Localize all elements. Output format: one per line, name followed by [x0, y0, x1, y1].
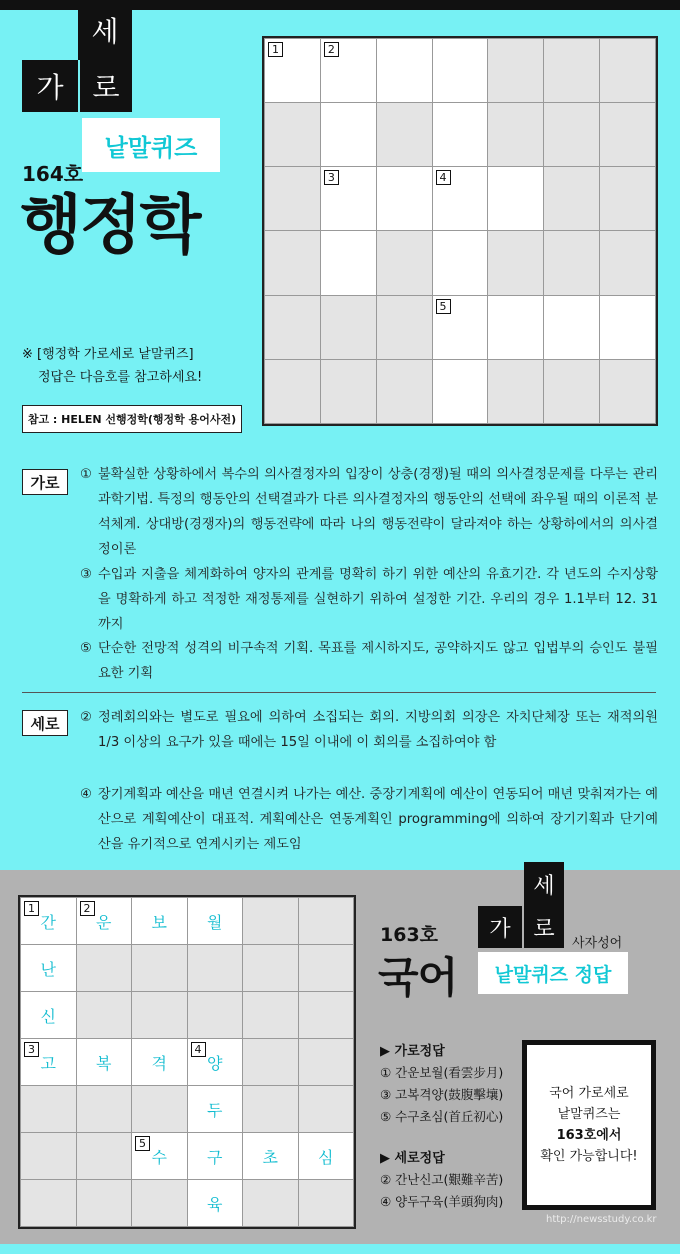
down-clue-4	[80, 782, 658, 857]
info-line-1: 국어 가로세로	[549, 1086, 629, 1101]
subject-title: 행정학	[20, 189, 200, 263]
across-answers-title: ▶ 가로정답	[380, 1044, 445, 1059]
grid-cell[interactable]	[600, 295, 656, 359]
answer-cell-blocked	[132, 1180, 188, 1227]
grid-cell[interactable]	[432, 359, 488, 423]
grid-cell-blocked	[320, 359, 376, 423]
cell-number: 4	[191, 1042, 206, 1057]
answer-cell	[187, 1039, 243, 1086]
answer-cell	[243, 1133, 299, 1180]
answer-char: 운	[96, 912, 112, 932]
answer-char: 심	[318, 1147, 334, 1167]
grid-cell[interactable]	[376, 39, 432, 103]
answer-logo-row-block-1: 가	[478, 906, 522, 948]
cell-number: 5	[436, 299, 451, 314]
grid-cell[interactable]	[320, 39, 376, 103]
answer-char: 복	[96, 1053, 112, 1073]
answer-cell-blocked	[76, 992, 132, 1039]
answer-cell-blocked	[243, 992, 299, 1039]
grid-cell[interactable]	[488, 167, 544, 231]
down-label: 세로	[22, 710, 68, 736]
answer-logo-col-block: 세	[524, 862, 564, 906]
down-answer-2: ② 간난신고(艱難辛苦)	[380, 1172, 504, 1187]
cell-number: 3	[324, 170, 339, 185]
grid-cell-blocked	[600, 39, 656, 103]
grid-cell-blocked	[488, 103, 544, 167]
answer-cell-blocked	[76, 945, 132, 992]
issue-number: 164호	[22, 162, 84, 186]
grid-cell[interactable]	[432, 103, 488, 167]
grid-cell[interactable]	[265, 39, 321, 103]
answer-cell-blocked	[298, 1086, 354, 1133]
cell-number: 1	[24, 901, 39, 916]
grid-cell-blocked	[544, 231, 600, 295]
down-clue-2	[80, 705, 658, 755]
clue-number: ③	[80, 567, 92, 582]
grid-cell[interactable]	[432, 295, 488, 359]
grid-cell-blocked	[376, 359, 432, 423]
answer-char: 간	[40, 912, 56, 932]
info-line-4: 확인 가능합니다!	[540, 1149, 638, 1164]
grid-cell[interactable]	[320, 167, 376, 231]
answer-cell	[132, 898, 188, 945]
answer-cell-blocked	[187, 992, 243, 1039]
answer-char: 격	[151, 1053, 167, 1073]
clue-number: ①	[80, 467, 92, 482]
grid-cell-blocked	[376, 231, 432, 295]
grid-cell-blocked	[320, 295, 376, 359]
across-answer-3: ③ 고복격양(鼓腹擊壤)	[380, 1087, 504, 1102]
grid-cell-blocked	[376, 103, 432, 167]
across-clue-1	[80, 462, 658, 562]
answer-cell-blocked	[243, 1180, 299, 1227]
answer-cell-blocked	[298, 1039, 354, 1086]
answer-char: 고	[40, 1053, 56, 1073]
grid-cell-blocked	[265, 103, 321, 167]
grid-cell-blocked	[544, 359, 600, 423]
answer-char: 두	[207, 1100, 223, 1120]
answer-cell-blocked	[243, 945, 299, 992]
grid-cell-blocked	[488, 39, 544, 103]
answer-cell-blocked	[21, 1133, 77, 1180]
answer-cell-blocked	[76, 1133, 132, 1180]
clue-text: 장기계획과 예산을 매년 연결시켜 나가는 예산. 중장기계획에 예산이 연동되어 매년 맞춰져가는 예산으로 계획예산이 대표적. 계획예산은 연동계획인 programming에 의하여 장기기획과 단기예산을 유기적으로 연계시키는 제도임	[98, 787, 658, 852]
info-line-2: 낱말퀴즈는	[557, 1107, 621, 1122]
answer-cell-blocked	[243, 1086, 299, 1133]
cell-number: 2	[324, 42, 339, 57]
answer-cell-blocked	[132, 992, 188, 1039]
logo-row-block-1: 가	[22, 60, 78, 112]
answer-cell-blocked	[298, 992, 354, 1039]
answer-cell-blocked	[298, 898, 354, 945]
answer-logo-row-block-2: 로	[524, 906, 564, 948]
grid-cell[interactable]	[432, 167, 488, 231]
grid-cell[interactable]	[488, 295, 544, 359]
answer-category: 사자성어	[572, 936, 623, 951]
grid-cell[interactable]	[376, 167, 432, 231]
grid-cell-blocked	[376, 295, 432, 359]
answer-char: 신	[40, 1006, 56, 1026]
cell-number: 1	[268, 42, 283, 57]
down-answers-title: ▶ 세로정답	[380, 1151, 445, 1166]
notice-line-1: ※ [행정학 가로세로 낱말퀴즈]	[22, 347, 194, 362]
across-label: 가로	[22, 469, 68, 495]
cell-number: 3	[24, 1042, 39, 1057]
logo-col-block: 세	[78, 0, 132, 60]
grid-cell-blocked	[544, 39, 600, 103]
answer-cell-blocked	[132, 1086, 188, 1133]
grid-cell-blocked	[265, 359, 321, 423]
clue-divider	[22, 692, 656, 693]
grid-cell-blocked	[488, 359, 544, 423]
clue-text: 정례회의와는 별도로 필요에 의하여 소집되는 회의. 지방의회 의장은 자치단체장 또는 재적의원 1/3 이상의 요구가 있을 때에는 15일 이내에 이 회의를 소집하여야 함	[98, 710, 658, 750]
grid-cell-blocked	[265, 231, 321, 295]
grid-cell-blocked	[600, 231, 656, 295]
down-answer-4: ④ 양두구육(羊頭狗肉)	[380, 1194, 504, 1209]
grid-cell-blocked	[544, 103, 600, 167]
logo-row-block-2: 로	[80, 60, 132, 112]
answer-char: 월	[207, 912, 223, 932]
cell-number: 2	[80, 901, 95, 916]
grid-cell-blocked	[265, 167, 321, 231]
clue-text: 불확실한 상황하에서 복수의 의사결정자의 입장이 상충(경쟁)될 때의 의사결정문제를 다루는 관리과학기법. 특정의 행동안의 선택결과가 다른 의사결정자의 행동안의 선택에 좌우될 때의 이론적 분석체계. 상대방(경쟁자)의 행동전략에 따라 나의 행동전략이 달라져야 하는 상황하에서의 의사결정이론	[98, 467, 658, 557]
grid-cell-blocked	[544, 167, 600, 231]
answer-char: 수	[151, 1147, 167, 1167]
answer-cell	[76, 1039, 132, 1086]
answer-subject-title: 국어	[378, 953, 458, 1002]
answer-cell	[21, 898, 77, 945]
answer-cell	[187, 1086, 243, 1133]
bottom-bar	[0, 1244, 680, 1254]
crossword-grid	[262, 36, 658, 426]
answer-cell-blocked	[76, 1180, 132, 1227]
clue-number: ④	[80, 787, 92, 802]
answer-char: 구	[207, 1147, 223, 1167]
answer-cell	[21, 945, 77, 992]
across-answer-5: ⑤ 수구초심(首丘初心)	[380, 1109, 504, 1124]
answer-cell	[21, 992, 77, 1039]
answer-grid	[18, 895, 356, 1229]
watermark-url: http://newsstudy.co.kr	[546, 1214, 657, 1225]
answer-cell-blocked	[243, 898, 299, 945]
grid-cell[interactable]	[544, 295, 600, 359]
answer-cell	[21, 1039, 77, 1086]
reference-label: 참고 : HELEN 선행정학(행정학 용어사전)	[22, 405, 242, 433]
answer-char: 초	[262, 1147, 278, 1167]
answer-tag: 낱말퀴즈 정답	[478, 952, 628, 994]
grid-cell-blocked	[600, 167, 656, 231]
answer-cell	[187, 1180, 243, 1227]
clue-number: ②	[80, 710, 92, 725]
answer-cell-blocked	[298, 1180, 354, 1227]
across-clue-3	[80, 562, 658, 637]
answer-cell	[187, 1133, 243, 1180]
grid-cell[interactable]	[432, 39, 488, 103]
grid-cell-blocked	[600, 103, 656, 167]
cell-number: 4	[436, 170, 451, 185]
answer-cell-blocked	[76, 1086, 132, 1133]
grid-cell[interactable]	[320, 231, 376, 295]
answer-cell	[132, 1133, 188, 1180]
answer-char: 양	[207, 1053, 223, 1073]
grid-cell[interactable]	[432, 231, 488, 295]
answer-cell-blocked	[21, 1180, 77, 1227]
info-line-3: 163호에서	[556, 1128, 622, 1143]
answer-cell-blocked	[187, 945, 243, 992]
grid-cell-blocked	[600, 359, 656, 423]
watermark-logo: NEWS	[540, 1168, 645, 1203]
answer-cell-blocked	[21, 1086, 77, 1133]
answer-char: 육	[207, 1194, 223, 1214]
across-clue-5	[80, 636, 658, 686]
grid-cell-blocked	[265, 295, 321, 359]
answer-cell	[298, 1133, 354, 1180]
cell-number: 5	[135, 1136, 150, 1151]
grid-cell-blocked	[488, 231, 544, 295]
answer-cell-blocked	[298, 945, 354, 992]
answer-cell	[76, 898, 132, 945]
answer-cell-blocked	[132, 945, 188, 992]
answer-char: 보	[151, 912, 167, 932]
answer-cell	[187, 898, 243, 945]
answer-char: 난	[40, 959, 56, 979]
answer-cell-blocked	[243, 1039, 299, 1086]
clue-text: 수입과 지출을 체계화하여 양자의 관계를 명확히 하기 위한 예산의 유효기간. 각 년도의 수지상황을 명확하게 하고 적정한 재정통제를 실현하기 위하여 설정한 기간. 우리의 경우 1.1부터 12. 31까지	[98, 567, 658, 632]
clue-number: ⑤	[80, 641, 92, 656]
across-answer-1: ① 간운보월(看雲步月)	[380, 1065, 504, 1080]
quiz-tag: 낱말퀴즈	[82, 118, 220, 172]
clue-text: 단순한 전망적 성격의 비구속적 기획. 목표를 제시하지도, 공약하지도 않고 입법부의 승인도 불필요한 기획	[98, 641, 658, 681]
grid-cell[interactable]	[320, 103, 376, 167]
answer-cell	[132, 1039, 188, 1086]
answer-issue-number: 163호	[380, 924, 439, 946]
notice-line-2: 정답은 다음호를 참고하세요!	[38, 370, 203, 385]
